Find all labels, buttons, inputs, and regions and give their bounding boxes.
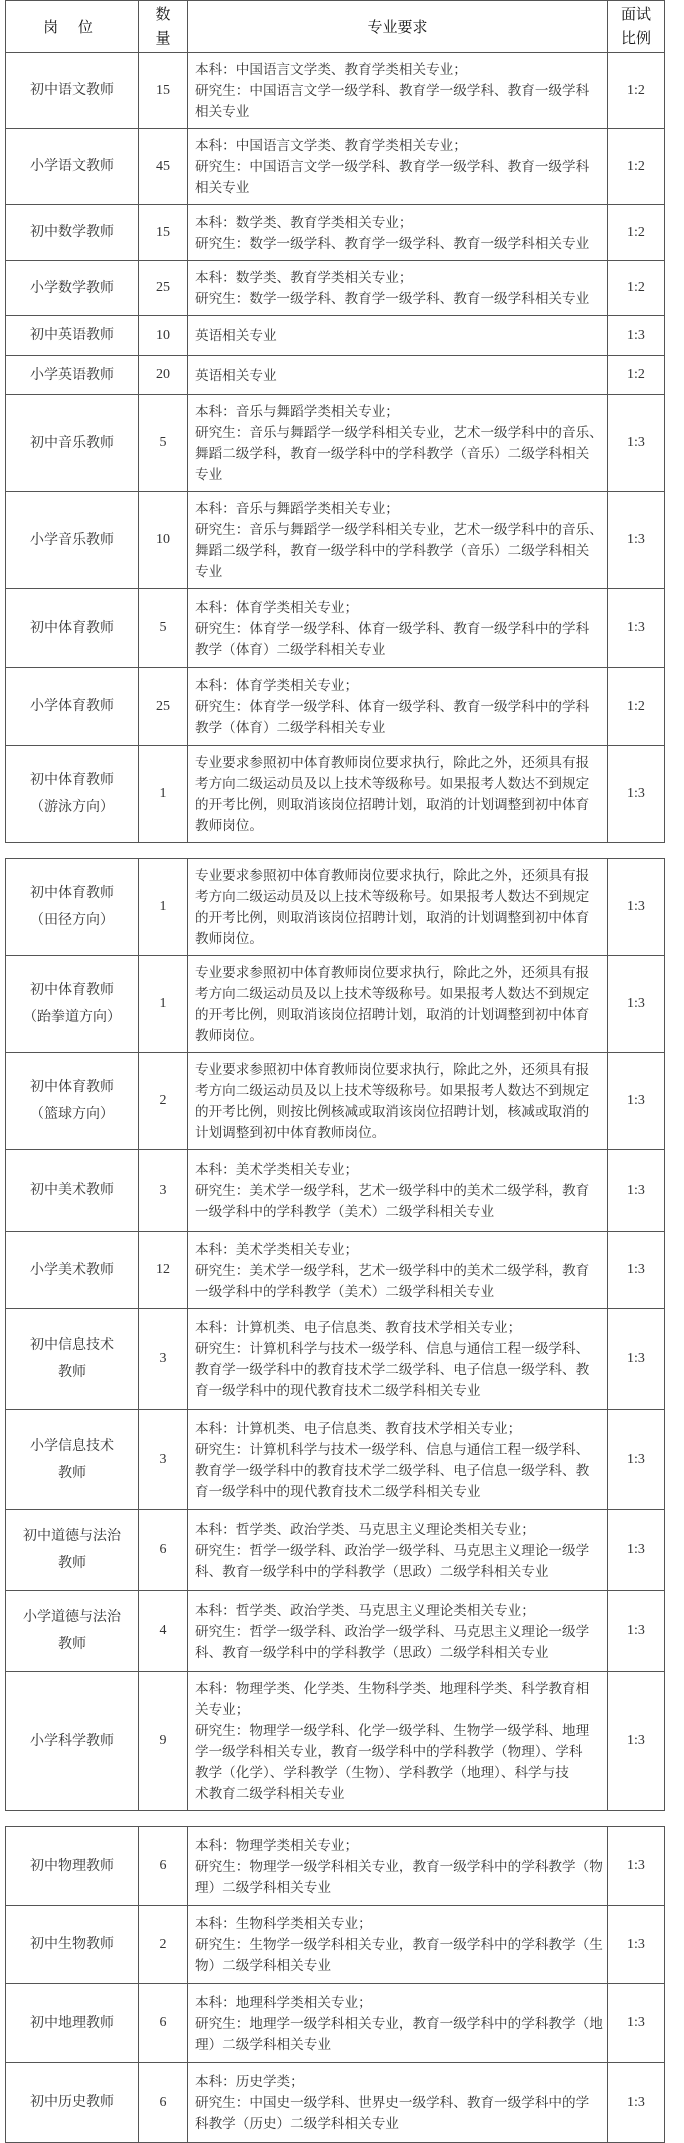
requirement-cell	[188, 668, 608, 746]
requirement-line: 一级学科中的学科教学（美术）二级学科相关专业	[195, 1204, 495, 1219]
position-cell	[6, 395, 139, 492]
requirement-line: 舞蹈二级学科，教育一级学科中的学科教学（音乐）二级学科相关	[195, 543, 590, 558]
requirement-cell	[188, 1232, 608, 1309]
requirement-line: 理）二级学科相关专业	[195, 2036, 331, 2052]
ratio-cell: 1:3	[608, 1672, 665, 1811]
header-count-line: 数	[155, 6, 171, 23]
count-cell: 2	[139, 1906, 188, 1984]
requirement-cell	[188, 2063, 608, 2143]
requirement-line: 专业要求参照初中体育教师岗位要求执行，除此之外，还须具有报	[195, 868, 590, 883]
table-row	[6, 395, 665, 492]
table-row	[6, 129, 665, 205]
count-cell: 4	[139, 1591, 188, 1672]
requirement-line: 研究生：数学一级学科、教育学一级学科、教育一级学科相关专业	[195, 235, 590, 251]
position-cell	[6, 1309, 139, 1410]
position-line: （篮球方向）	[30, 1107, 114, 1122]
position-line: 小学科学教师	[30, 1733, 114, 1749]
requirement-line: 专业	[195, 467, 223, 482]
requirement-line: 专业要求参照初中体育教师岗位要求执行，除此之外，还须具有报	[195, 965, 590, 980]
requirement-line: 本科：数学类、教育学类相关专业；	[195, 270, 413, 285]
ratio-cell: 1:3	[608, 1591, 665, 1672]
position-cell	[6, 261, 139, 316]
position-cell	[6, 956, 139, 1053]
ratio-cell: 1:3	[608, 956, 665, 1053]
requirement-cell	[188, 1827, 608, 1906]
table-row	[6, 1150, 665, 1232]
header-ratio-line: 比例	[620, 30, 651, 47]
requirement-line: 计划调整到初中体育教师岗位。	[195, 1125, 386, 1140]
ratio-cell: 1:3	[608, 1827, 665, 1906]
ratio-cell: 1:3	[608, 2063, 665, 2143]
requirement-line: 本科：地理科学类相关专业；	[195, 1994, 372, 2010]
position-cell	[6, 2063, 139, 2143]
position-cell	[6, 1984, 139, 2063]
ratio-cell: 1:2	[608, 53, 665, 129]
requirement-line: 研究生：中国史一级学科、世界史一级学科、教育一级学科中的学	[195, 2095, 590, 2110]
requirement-line: 考方向二级运动员及以上技术等级称号。如果报考人数达不到规定	[195, 776, 590, 791]
requirement-cell	[188, 589, 608, 668]
requirement-line: 教育学一级学科中的教育技术学二级学科、电子信息一级学科、教	[195, 1362, 590, 1377]
requirement-cell	[188, 395, 608, 492]
count-cell: 25	[139, 668, 188, 746]
requirement-line: 研究生：音乐与舞蹈学一级学科相关专业，艺术一级学科中的音乐、	[195, 425, 603, 440]
position-cell	[6, 859, 139, 956]
table-row	[6, 859, 665, 956]
ratio-cell: 1:3	[608, 1150, 665, 1232]
requirement-line: 教学（体育）二级学科相关专业	[195, 641, 386, 657]
requirement-line: 研究生：数学一级学科、教育学一级学科、教育一级学科相关专业	[195, 291, 590, 306]
table-row	[6, 1906, 665, 1984]
requirement-line: 的开考比例，则按比例核减或取消该岗位招聘计划，核减或取消的	[195, 1104, 590, 1119]
header-ratio-line: 面试	[620, 6, 651, 23]
ratio-cell: 1:3	[608, 1232, 665, 1309]
position-line: 初中物理教师	[30, 1858, 114, 1874]
table-row	[6, 668, 665, 746]
position-line: 初中体育教师	[30, 886, 114, 901]
position-line: 初中体育教师	[30, 1080, 114, 1095]
position-cell	[6, 1591, 139, 1672]
position-cell	[6, 746, 139, 843]
table-row	[6, 1309, 665, 1410]
requirement-cell	[188, 1410, 608, 1510]
ratio-cell: 1:3	[608, 859, 665, 956]
requirement-line: 英语相关专业	[195, 328, 277, 343]
count-cell: 6	[139, 2063, 188, 2143]
position-line: 小学体育教师	[30, 699, 114, 714]
position-cell	[6, 1053, 139, 1150]
position-line: （跆拳道方向）	[23, 1010, 121, 1025]
requirement-line: 研究生：哲学一级学科、政治学一级学科、马克思主义理论一级学	[195, 1542, 590, 1558]
header-requirement: 专业要求	[188, 1, 608, 53]
requirement-cell	[188, 1510, 608, 1591]
requirement-line: 研究生：物理学一级学科、化学一级学科、生物学一级学科、地理	[195, 1723, 590, 1738]
position-line: 初中地理教师	[30, 2015, 114, 2031]
ratio-cell: 1:3	[608, 746, 665, 843]
position-line: 初中数学教师	[30, 225, 114, 240]
requirement-cell	[188, 1053, 608, 1150]
position-line: 初中信息技术	[30, 1338, 114, 1353]
requirement-line: 本科：物理学类相关专业；	[195, 1837, 359, 1853]
ratio-cell: 1:3	[608, 1053, 665, 1150]
ratio-cell: 1:3	[608, 1510, 665, 1591]
requirement-line: 研究生：体育学一级学科、体育一级学科、教育一级学科中的学科	[195, 620, 590, 636]
position-cell	[6, 1827, 139, 1906]
position-line: 初中音乐教师	[30, 435, 114, 451]
position-cell	[6, 492, 139, 589]
count-cell: 10	[139, 492, 188, 589]
job-table-page-2	[5, 858, 665, 1811]
requirement-line: 教师岗位。	[195, 818, 263, 833]
position-cell	[6, 1672, 139, 1811]
requirement-line: 研究生：中国语言文学一级学科、教育学一级学科、教育一级学科	[195, 83, 590, 98]
count-cell: 1	[139, 956, 188, 1053]
requirement-line: 教学（体育）二级学科相关专业	[195, 720, 386, 735]
requirement-line: 专业	[195, 564, 223, 579]
position-line: 教师	[58, 1365, 86, 1380]
table-row	[6, 316, 665, 356]
requirement-cell	[188, 859, 608, 956]
table-row	[6, 492, 665, 589]
requirement-line: 的开考比例，则取消该岗位招聘计划，取消的计划调整到初中体育	[195, 1007, 590, 1022]
position-line: 小学数学教师	[30, 280, 114, 296]
position-cell	[6, 316, 139, 356]
table-row	[6, 1410, 665, 1510]
position-line: 教师	[58, 1556, 86, 1571]
requirement-cell	[188, 1150, 608, 1232]
position-line: 初中体育教师	[30, 983, 114, 998]
requirement-line: 本科：生物科学类相关专业；	[195, 1916, 372, 1931]
table-row	[6, 53, 665, 129]
table-row	[6, 2063, 665, 2143]
requirement-cell	[188, 1672, 608, 1811]
count-cell: 5	[139, 589, 188, 668]
count-cell: 3	[139, 1150, 188, 1232]
requirement-cell	[188, 1591, 608, 1672]
position-line: 初中生物教师	[30, 1937, 114, 1952]
requirement-line: 理）二级学科相关专业	[195, 1879, 331, 1895]
requirement-line: 研究生：中国语言文学一级学科、教育学一级学科、教育一级学科	[195, 159, 590, 174]
position-line: （田径方向）	[30, 913, 114, 928]
position-line: 初中历史教师	[30, 2095, 114, 2110]
position-line: 小学道德与法治	[23, 1610, 121, 1625]
ratio-cell: 1:3	[608, 492, 665, 589]
requirement-line: 研究生：生物学一级学科相关专业，教育一级学科中的学科教学（生	[195, 1937, 603, 1952]
requirement-line: 育一级学科中的现代教育技术二级学科相关专业	[195, 1483, 481, 1499]
count-cell: 15	[139, 53, 188, 129]
table-row	[6, 589, 665, 668]
ratio-cell: 1:3	[608, 1906, 665, 1984]
requirement-cell	[188, 356, 608, 395]
requirement-line: 科、教育一级学科中的学科教学（思政）二级学科相关专业	[195, 1644, 549, 1660]
ratio-cell: 1:2	[608, 129, 665, 205]
table-row	[6, 356, 665, 395]
requirement-line: 教师岗位。	[195, 1028, 263, 1043]
count-cell: 5	[139, 395, 188, 492]
requirement-cell	[188, 746, 608, 843]
requirement-line: 英语相关专业	[195, 367, 277, 383]
count-cell: 10	[139, 316, 188, 356]
count-cell: 6	[139, 1984, 188, 2063]
requirement-cell	[188, 205, 608, 261]
count-cell: 3	[139, 1410, 188, 1510]
count-cell: 45	[139, 129, 188, 205]
requirement-line: 专业要求参照初中体育教师岗位要求执行，除此之外，还须具有报	[195, 755, 590, 770]
requirement-line: 研究生：美术学一级学科，艺术一级学科中的美术二级学科，教育	[195, 1262, 590, 1278]
requirement-line: 本科：美术学类相关专业；	[195, 1162, 359, 1177]
position-cell	[6, 205, 139, 261]
position-line: （游泳方向）	[30, 800, 114, 815]
position-line: 初中道德与法治	[23, 1529, 121, 1544]
position-cell	[6, 589, 139, 668]
position-line: 小学语文教师	[30, 159, 114, 174]
header-position: 岗 位	[6, 1, 139, 53]
requirement-cell	[188, 956, 608, 1053]
position-line: 小学信息技术	[30, 1438, 114, 1454]
table-row	[6, 1827, 665, 1906]
position-cell	[6, 1906, 139, 1984]
position-cell	[6, 1410, 139, 1510]
requirement-line: 本科：物理学类、化学类、生物科学类、地理科学类、科学教育相	[195, 1681, 590, 1696]
position-cell	[6, 356, 139, 395]
requirement-line: 本科：体育学类相关专业；	[195, 599, 359, 615]
requirement-line: 舞蹈二级学科，教育一级学科中的学科教学（音乐）二级学科相关	[195, 446, 590, 461]
requirement-line: 本科：哲学类、政治学类、马克思主义理论类相关专业；	[195, 1602, 535, 1618]
ratio-cell: 1:3	[608, 1984, 665, 2063]
ratio-cell: 1:2	[608, 205, 665, 261]
requirement-line: 相关专业	[195, 180, 250, 195]
ratio-cell: 1:2	[608, 356, 665, 395]
job-table-page-1	[5, 0, 665, 843]
requirement-line: 本科：计算机类、电子信息类、教育技术学相关专业；	[195, 1320, 522, 1335]
count-cell: 6	[139, 1827, 188, 1906]
requirement-line: 研究生：计算机科学与技术一级学科、信息与通信工程一级学科、	[195, 1341, 590, 1356]
table-row	[6, 1053, 665, 1150]
table-row	[6, 1672, 665, 1811]
table-header-row	[6, 1, 665, 53]
position-line: 初中体育教师	[30, 620, 114, 636]
requirement-line: 研究生：地理学一级学科相关专业，教育一级学科中的学科教学（地	[195, 2015, 603, 2031]
requirement-line: 研究生：音乐与舞蹈学一级学科相关专业，艺术一级学科中的音乐、	[195, 522, 603, 537]
ratio-cell: 1:3	[608, 1410, 665, 1510]
requirement-line: 关专业；	[195, 1702, 250, 1717]
requirement-line: 的开考比例，则取消该岗位招聘计划，取消的计划调整到初中体育	[195, 797, 590, 812]
table-row	[6, 1591, 665, 1672]
count-cell: 25	[139, 261, 188, 316]
requirement-cell	[188, 129, 608, 205]
requirement-line: 学一级学科相关专业，教育一级学科中的学科教学（物理）、学科	[195, 1744, 583, 1759]
requirement-cell	[188, 53, 608, 129]
count-cell: 6	[139, 1510, 188, 1591]
requirement-line: 本科：体育学类相关专业；	[195, 678, 359, 693]
requirement-line: 考方向二级运动员及以上技术等级称号。如果报考人数达不到规定	[195, 986, 590, 1001]
requirement-line: 教育学一级学科中的教育技术学二级学科、电子信息一级学科、教	[195, 1462, 590, 1478]
requirement-line: 本科：音乐与舞蹈学类相关专业；	[195, 404, 399, 419]
requirement-cell	[188, 261, 608, 316]
ratio-cell: 1:2	[608, 668, 665, 746]
requirement-line: 研究生：物理学一级学科相关专业，教育一级学科中的学科教学（物	[195, 1858, 603, 1874]
requirement-line: 相关专业	[195, 104, 250, 119]
position-line: 教师	[58, 1465, 86, 1481]
requirement-line: 的开考比例，则取消该岗位招聘计划，取消的计划调整到初中体育	[195, 910, 590, 925]
requirement-line: 术教育二级学科相关专业	[195, 1786, 345, 1801]
count-cell: 9	[139, 1672, 188, 1811]
position-line: 初中语文教师	[30, 83, 114, 98]
position-line: 小学音乐教师	[30, 532, 114, 548]
ratio-cell: 1:2	[608, 261, 665, 316]
requirement-line: 专业要求参照初中体育教师岗位要求执行，除此之外，还须具有报	[195, 1062, 590, 1077]
position-line: 小学美术教师	[30, 1262, 114, 1278]
count-cell: 3	[139, 1309, 188, 1410]
table-row	[6, 1984, 665, 2063]
position-cell	[6, 668, 139, 746]
ratio-cell: 1:3	[608, 395, 665, 492]
requirement-line: 本科：中国语言文学类、教育学类相关专业；	[195, 62, 467, 77]
count-cell: 15	[139, 205, 188, 261]
position-line: 初中体育教师	[30, 773, 114, 788]
requirement-line: 研究生：哲学一级学科、政治学一级学科、马克思主义理论一级学	[195, 1623, 590, 1639]
requirement-line: 本科：历史学类；	[195, 2074, 304, 2089]
requirement-line: 本科：音乐与舞蹈学类相关专业；	[195, 501, 399, 516]
requirement-line: 本科：美术学类相关专业；	[195, 1241, 359, 1257]
table-row	[6, 1510, 665, 1591]
table-row	[6, 261, 665, 316]
position-cell	[6, 129, 139, 205]
position-line: 初中英语教师	[30, 328, 114, 343]
requirement-line: 考方向二级运动员及以上技术等级称号。如果报考人数达不到规定	[195, 889, 590, 904]
position-cell	[6, 1150, 139, 1232]
position-line: 小学英语教师	[30, 367, 114, 383]
position-line: 教师	[58, 1637, 86, 1652]
requirement-line: 本科：哲学类、政治学类、马克思主义理论类相关专业；	[195, 1521, 535, 1537]
requirement-line: 考方向二级运动员及以上技术等级称号。如果报考人数达不到规定	[195, 1083, 590, 1098]
requirement-line: 教学（化学）、学科教学（生物）、学科教学（地理）、科学与技	[195, 1765, 569, 1780]
ratio-cell: 1:3	[608, 589, 665, 668]
requirement-line: 一级学科中的学科教学（美术）二级学科相关专业	[195, 1283, 495, 1299]
requirement-cell	[188, 1906, 608, 1984]
requirement-line: 科、教育一级学科中的学科教学（思政）二级学科相关专业	[195, 1563, 549, 1579]
table-row	[6, 746, 665, 843]
position-line: 初中美术教师	[30, 1183, 114, 1198]
requirement-line: 研究生：体育学一级学科、体育一级学科、教育一级学科中的学科	[195, 699, 590, 714]
requirement-line: 研究生：美术学一级学科，艺术一级学科中的美术二级学科，教育	[195, 1183, 590, 1198]
table-row	[6, 205, 665, 261]
requirement-line: 研究生：计算机科学与技术一级学科、信息与通信工程一级学科、	[195, 1441, 590, 1457]
count-cell: 20	[139, 356, 188, 395]
count-cell: 12	[139, 1232, 188, 1309]
requirement-line: 育一级学科中的现代教育技术二级学科相关专业	[195, 1383, 481, 1398]
header-count-line: 量	[155, 30, 171, 47]
count-cell: 1	[139, 859, 188, 956]
requirement-cell	[188, 1309, 608, 1410]
requirement-line: 本科：中国语言文学类、教育学类相关专业；	[195, 138, 467, 153]
position-cell	[6, 1232, 139, 1309]
requirement-line: 教师岗位。	[195, 931, 263, 946]
ratio-cell: 1:3	[608, 1309, 665, 1410]
position-cell	[6, 1510, 139, 1591]
header-ratio	[608, 1, 665, 53]
table-row	[6, 1232, 665, 1309]
requirement-line: 本科：数学类、教育学类相关专业；	[195, 214, 413, 230]
requirement-cell	[188, 1984, 608, 2063]
position-cell	[6, 53, 139, 129]
job-table-page-3	[5, 1826, 665, 2143]
table-row	[6, 956, 665, 1053]
requirement-cell	[188, 492, 608, 589]
header-count	[139, 1, 188, 53]
count-cell: 2	[139, 1053, 188, 1150]
requirement-line: 物）二级学科相关专业	[195, 1958, 331, 1973]
requirement-cell	[188, 316, 608, 356]
count-cell: 1	[139, 746, 188, 843]
requirement-line: 本科：计算机类、电子信息类、教育技术学相关专业；	[195, 1420, 522, 1436]
ratio-cell: 1:3	[608, 316, 665, 356]
requirement-line: 科教学（历史）二级学科相关专业	[195, 2116, 399, 2131]
